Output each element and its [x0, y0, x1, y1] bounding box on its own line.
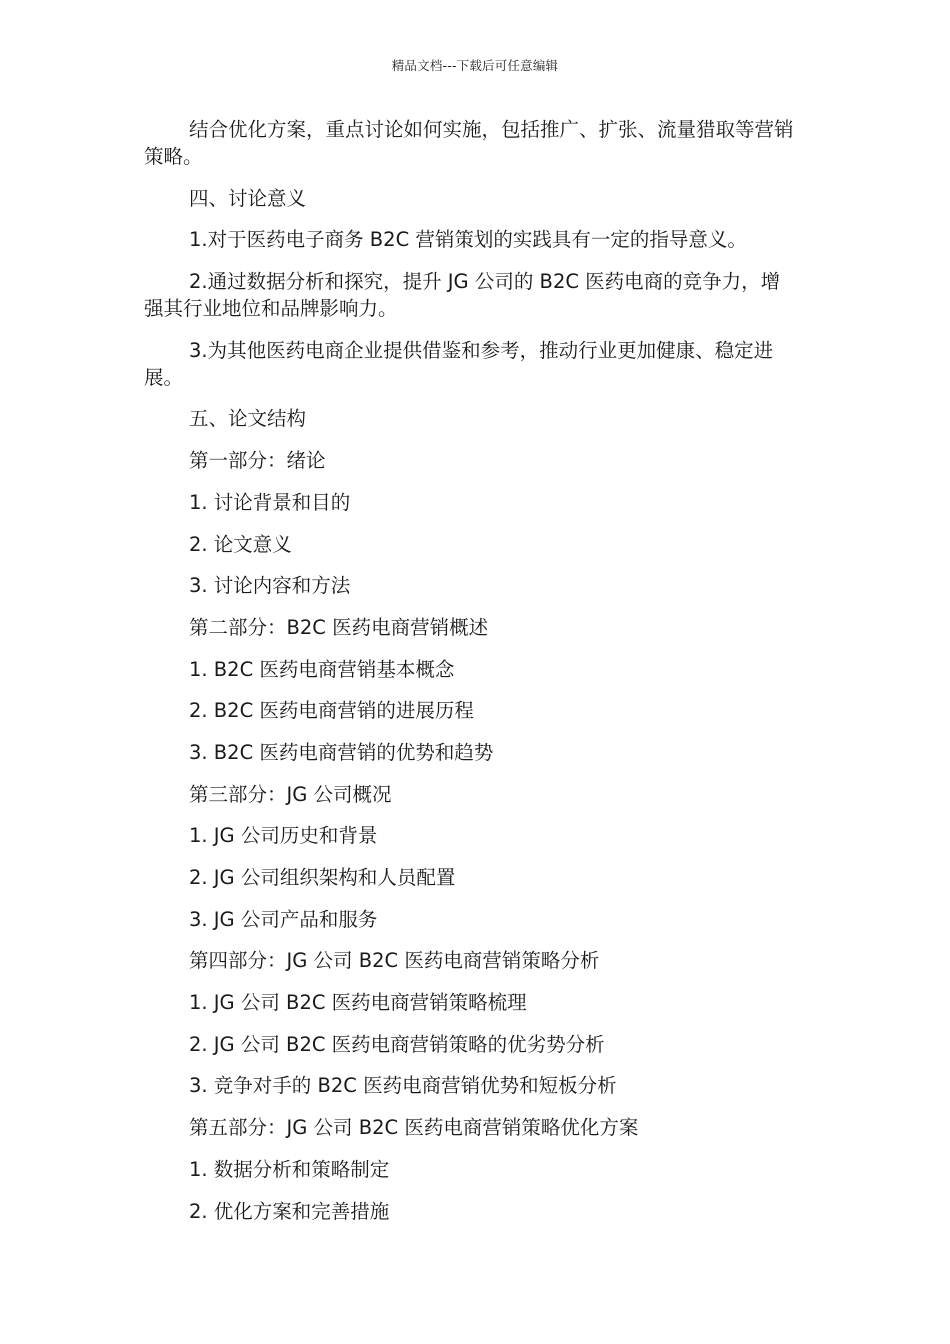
list-item: 3. 讨论内容和方法 — [189, 574, 351, 598]
list-item: 3. B2C 医药电商营销的优势和趋势 — [189, 740, 494, 764]
list-item: 2. 优化方案和完善措施 — [189, 1199, 390, 1223]
list-item: 3. 竞争对手的 B2C 医药电商营销优势和短板分析 — [189, 1074, 617, 1098]
list-item: 1. JG 公司历史和背景 — [189, 824, 378, 848]
heading-structure: 五、论文结构 — [189, 407, 307, 431]
section-heading: 第四部分：JG 公司 B2C 医药电商营销策略分析 — [189, 949, 600, 973]
list-item: 1.对于医药电子商务 B2C 营销策划的实践具有一定的指导意义。 — [189, 228, 747, 252]
list-item: 2. JG 公司组织架构和人员配置 — [189, 866, 456, 889]
section-heading: 第三部分：JG 公司概况 — [189, 782, 392, 806]
page-header: 精品文档---下载后可任意编辑 — [391, 58, 559, 73]
list-item: 2. JG 公司 B2C 医药电商营销策略的优劣势分析 — [189, 1032, 605, 1056]
section-heading: 第二部分：B2C 医药电商营销概述 — [189, 615, 489, 639]
list-item: 2. B2C 医药电商营销的进展历程 — [189, 699, 474, 723]
list-item: 1. B2C 医药电商营销基本概念 — [189, 657, 455, 681]
list-item: 2. 论文意义 — [189, 532, 292, 556]
paragraph-competitiveness: 2.通过数据分析和探究，提升 JG 公司的 B2C 医药电商的竞争力，增强其行业地位和品牌影响力。 — [144, 270, 781, 321]
list-item: 3. JG 公司产品和服务 — [189, 907, 378, 931]
list-item: 1. 讨论背景和目的 — [189, 490, 351, 514]
paragraph-strategy: 结合优化方案，重点讨论如何实施，包括推广、扩张、流量猎取等营销策略。 — [144, 118, 794, 168]
paragraph-reference: 3.为其他医药电商企业提供借鉴和参考，推动行业更加健康、稳定进展。 — [144, 338, 774, 389]
list-item: 1. JG 公司 B2C 医药电商营销策略梳理 — [189, 991, 527, 1015]
heading-significance: 四、讨论意义 — [189, 186, 307, 210]
list-item: 1. 数据分析和策略制定 — [189, 1157, 390, 1181]
document-body — [144, 116, 794, 1239]
section-heading: 第五部分：JG 公司 B2C 医药电商营销策略优化方案 — [189, 1116, 639, 1140]
section-heading: 第一部分：绪论 — [189, 449, 326, 473]
